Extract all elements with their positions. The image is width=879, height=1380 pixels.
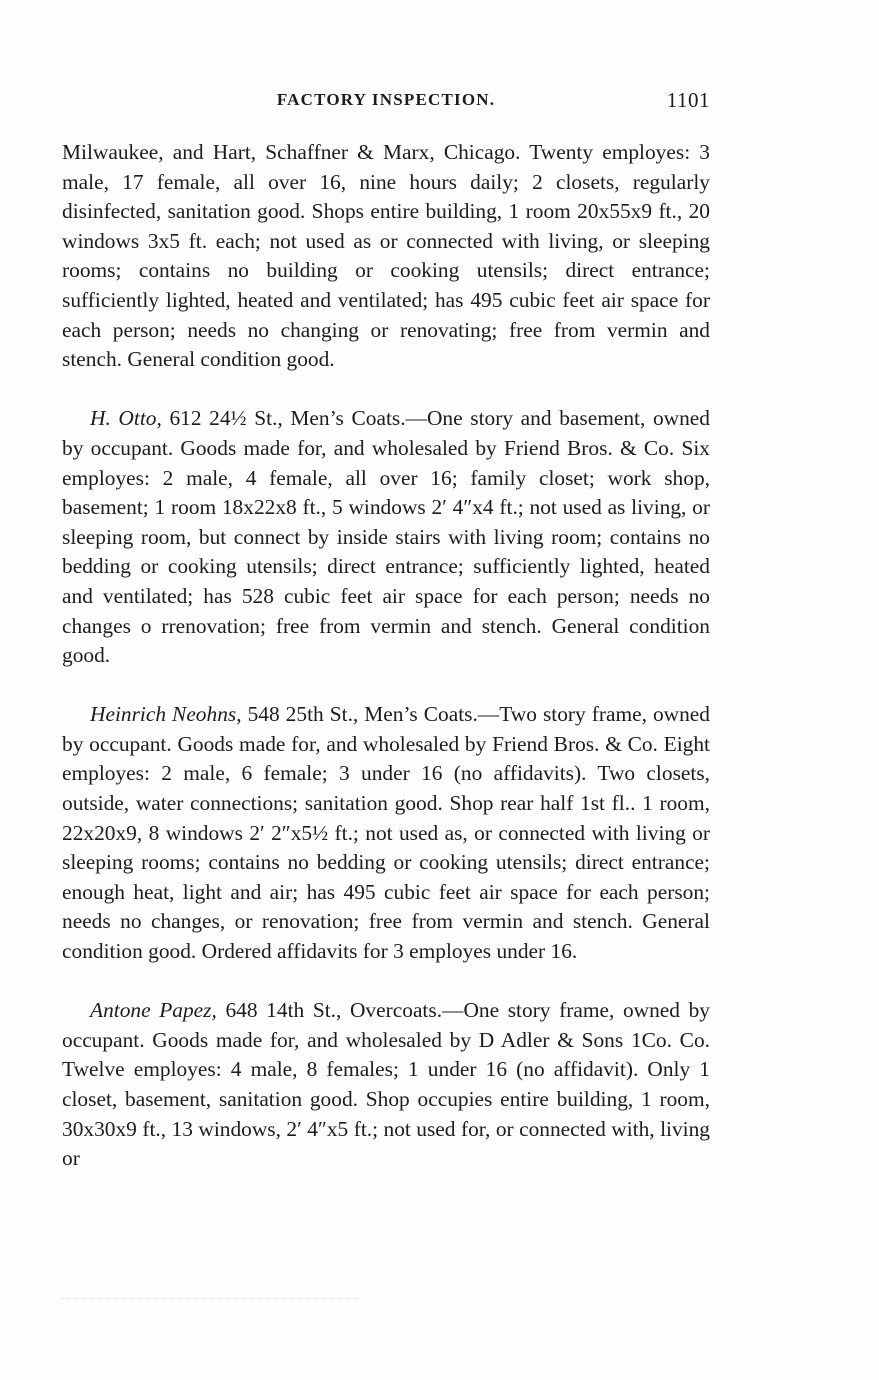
paragraph-text: 612 24½ St., Men’s Coats.—One story and basement, owned by occupant. Goods made for, and wholesaled by Friend Bros. & Co. Six employes: 2 male, 4 female, all over 16; family closet; work shop, basement; 1 room 18x22x8 ft., 5 windows 2′ 4″x4 ft.; not used as living, or sleeping room, but connect by inside stairs with living room; contains no bedding or cooking utensils; direct entrance; sufficiently lighted, heated and ventilated; has 528 cubic feet air space for each person; needs no changes o rrenovation; free from vermin and stench. General condition good. [62, 406, 710, 668]
paragraph-text: Milwaukee, and Hart, Schaffner & Marx, Chicago. Twenty employes: 3 male, 17 female, all over 16, nine hours daily; 2 closets, regularly disinfected, sanitation good. Shops entire building, 1 room 20x55x9 ft., 20 windows 3x5 ft. each; not used as or connected with living, or sleeping rooms; contains no building or cooking utensils; direct entrance; sufficiently lighted, heated and ventilated; has 495 cubic feet air space for each person; needs no changing or renovating; free from vermin and stench. General condition good. [62, 140, 710, 372]
paragraph-otto [62, 404, 710, 670]
occupant-name: Antone Papez, [90, 998, 217, 1023]
page-number: 1101 [666, 88, 710, 112]
occupant-name: H. Otto, [90, 406, 162, 431]
running-head: FACTORY INSPECTION. [276, 90, 496, 109]
paragraph-neohns [62, 700, 710, 966]
body-text [62, 138, 710, 1174]
scan-artifact [60, 1298, 360, 1309]
paragraph-text: 548 25th St., Men’s Coats.—Two story frame, owned by occupant. Goods made for, and wholesaled by Friend Bros. & Co. Eight employes: 2 male, 6 female; 3 under 16 (no affidavits). Two closets, outside, water connections; sanitation good. Shop rear half 1st fl.. 1 room, 22x20x9, 8 windows 2′ 2″x5½ ft.; not used as, or connected with living or sleeping rooms; contains no bedding or cooking utensils; direct entrance; enough heat, light and air; has 495 cubic feet air space for each person; needs no changes, or renovation; free from vermin and stench. General condition good. Ordered affidavits for 3 employes under 16. [62, 702, 710, 964]
occupant-name: Heinrich Neohns, [90, 702, 242, 727]
paragraph-continued [62, 138, 710, 375]
paragraph-text: 648 14th St., Overcoats.—One story frame, owned by occupant. Goods made for, and wholesaled by D Adler & Sons 1Co. Co. Twelve employes: 4 male, 8 females; 1 under 16 (no affidavit). Only 1 closet, basement, sanitation good. Shop occupies entire building, 1 room, 30x30x9 ft., 13 windows, 2′ 4″x5 ft.; not used for, or connected with, living or [62, 998, 710, 1171]
page-header [62, 88, 710, 116]
paragraph-papez [62, 996, 710, 1174]
